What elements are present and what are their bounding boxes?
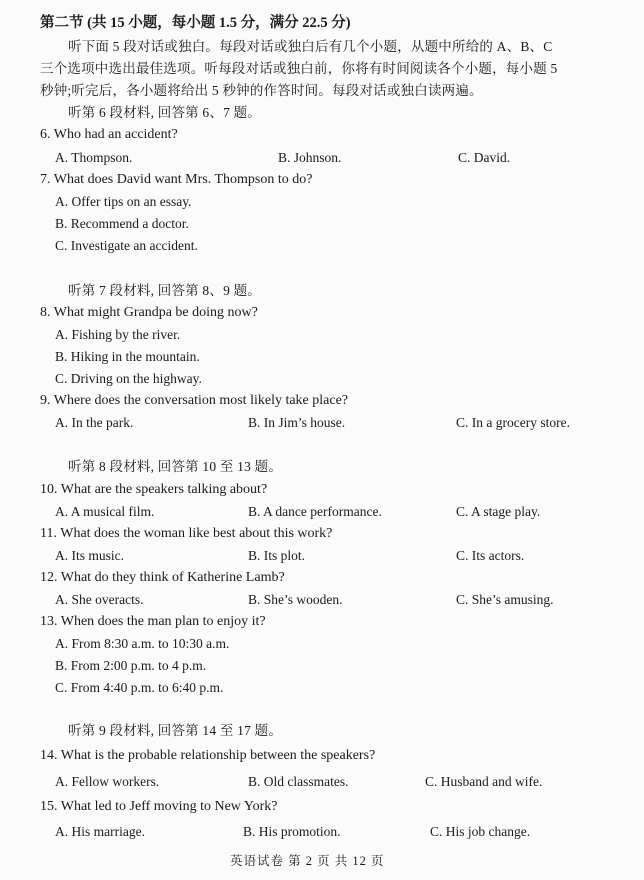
- option-a: A. Thompson.: [55, 150, 133, 165]
- option-b: B. Johnson.: [278, 150, 342, 165]
- question-stem: 15. What led to Jeff moving to New York?: [40, 799, 278, 814]
- question-stem: 13. When does the man plan to enjoy it?: [40, 614, 266, 629]
- instructions-line: 听下面 5 段对话或独白。每段对话或独白后有几个小题，从题中所给的 A、B、C: [68, 39, 553, 54]
- option-a: A. His marriage.: [55, 824, 145, 839]
- question-stem: 11. What does the woman like best about this work?: [40, 526, 333, 541]
- option-b: B. Its plot.: [248, 548, 306, 563]
- option-b: B. Recommend a doctor.: [55, 216, 189, 231]
- option-a: A. In the park.: [55, 415, 134, 430]
- option-a: A. She overacts.: [55, 592, 144, 607]
- instructions-line: 三个选项中选出最佳选项。听每段对话或独白前，你将有时间阅读各个小题，每小题 5: [40, 61, 558, 76]
- option-b: B. His promotion.: [243, 824, 341, 839]
- question-stem: 7. What does David want Mrs. Thompson to do?: [40, 172, 313, 187]
- group-header: 听第 6 段材料, 回答第 6、7 题。: [68, 105, 261, 120]
- option-c: C. David.: [458, 150, 511, 165]
- group-header: 听第 7 段材料, 回答第 8、9 题。: [68, 283, 261, 298]
- question-stem: 12. What do they think of Katherine Lamb?: [40, 570, 285, 585]
- option-b: B. Old classmates.: [248, 774, 349, 789]
- option-a: A. From 8:30 a.m. to 10:30 a.m.: [55, 636, 230, 651]
- option-a: A. Fishing by the river.: [55, 327, 181, 342]
- question-stem: 8. What might Grandpa be doing now?: [40, 305, 258, 320]
- option-a: A. A musical film.: [55, 504, 155, 519]
- page-footer: 英语试卷 第 2 页 共 12 页: [230, 854, 385, 868]
- option-c: C. Its actors.: [456, 548, 525, 563]
- option-c: C. Husband and wife.: [425, 774, 543, 789]
- section-title: 第二节 (共 15 小题，每小题 1.5 分，满分 22.5 分): [40, 15, 351, 31]
- option-a: A. Its music.: [55, 548, 124, 563]
- option-b: B. In Jim’s house.: [248, 415, 346, 430]
- option-c: C. His job change.: [430, 824, 531, 839]
- option-b: B. From 2:00 p.m. to 4 p.m.: [55, 658, 207, 673]
- question-stem: 6. Who had an accident?: [40, 127, 178, 142]
- option-a: A. Offer tips on an essay.: [55, 194, 192, 209]
- group-header: 听第 9 段材料, 回答第 14 至 17 题。: [68, 723, 283, 738]
- question-stem: 9. Where does the conversation most likely take place?: [40, 393, 349, 408]
- question-stem: 14. What is the probable relationship between the speakers?: [40, 748, 376, 763]
- option-b: B. She’s wooden.: [248, 592, 343, 607]
- option-c: C. A stage play.: [456, 504, 541, 519]
- option-c: C. Investigate an accident.: [55, 238, 198, 253]
- option-b: B. A dance performance.: [248, 504, 382, 519]
- group-header: 听第 8 段材料, 回答第 10 至 13 题。: [68, 459, 283, 474]
- option-a: A. Fellow workers.: [55, 774, 160, 789]
- instructions-line: 秒钟;听完后，各小题将给出 5 秒钟的作答时间。每段对话或独白读两遍。: [40, 83, 483, 98]
- question-stem: 10. What are the speakers talking about?: [40, 482, 268, 497]
- option-c: C. From 4:40 p.m. to 6:40 p.m.: [55, 680, 224, 695]
- option-c: C. In a grocery store.: [456, 415, 570, 430]
- option-c: C. She’s amusing.: [456, 592, 554, 607]
- option-b: B. Hiking in the mountain.: [55, 349, 200, 364]
- option-c: C. Driving on the highway.: [55, 371, 202, 386]
